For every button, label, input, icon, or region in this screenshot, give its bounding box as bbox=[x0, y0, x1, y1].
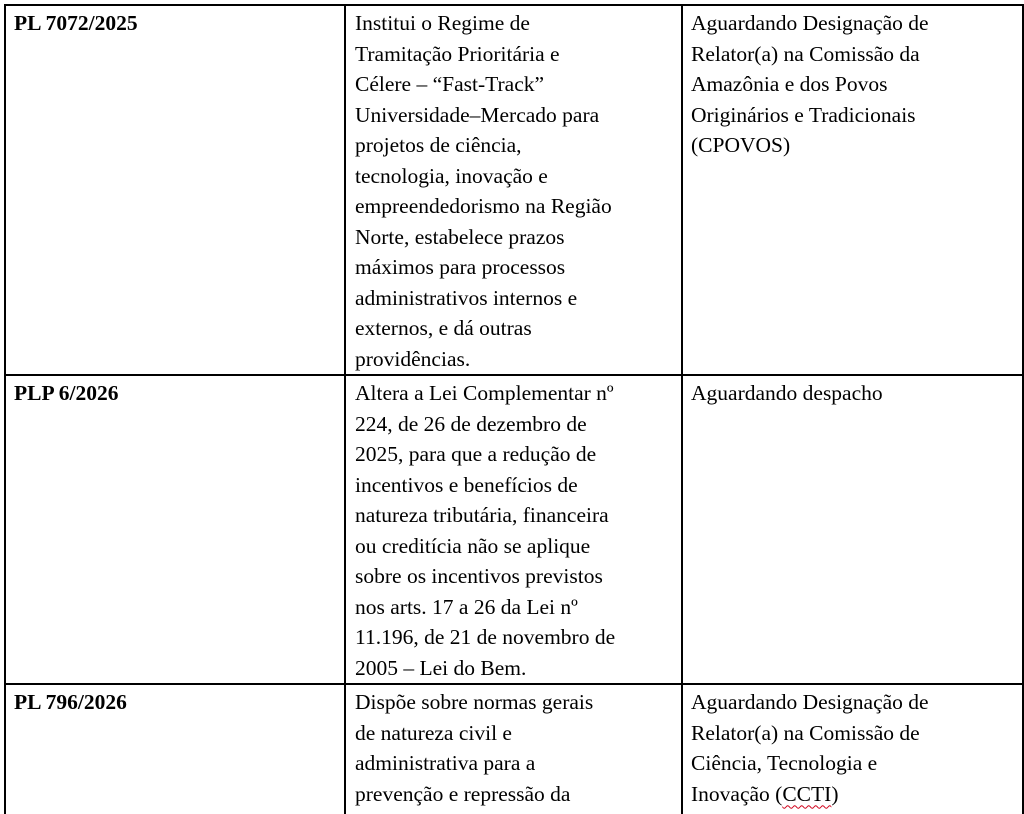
status-line: Originários e Tradicionais bbox=[691, 102, 916, 127]
description-line: máximos para processos bbox=[355, 255, 566, 279]
status-text: ) bbox=[831, 781, 839, 806]
status-line: Amazônia e dos Povos bbox=[691, 72, 888, 96]
description-line: Dispõe sobre normas gerais bbox=[355, 690, 594, 714]
description-line: natureza tributária, financeira bbox=[355, 503, 609, 527]
status-line: (CPOVOS) bbox=[691, 133, 791, 157]
bill-number: PL 7072/2025 bbox=[14, 11, 138, 35]
description-line: 11.196, de 21 de novembro de bbox=[355, 625, 616, 649]
bill-number: PLP 6/2026 bbox=[14, 381, 119, 405]
description-line: Universidade–Mercado para bbox=[355, 102, 600, 127]
description-line: Tramitação Prioritária e bbox=[355, 41, 560, 66]
bill-number-cell bbox=[5, 684, 345, 814]
description-line: ou creditícia não se aplique bbox=[355, 533, 591, 558]
status-line-last bbox=[691, 779, 1014, 810]
description-line: projetos de ciência, bbox=[355, 133, 522, 157]
bill-number-cell bbox=[5, 375, 345, 684]
description-line: administrativos internos e bbox=[355, 285, 578, 310]
bill-number: PL 796/2026 bbox=[14, 690, 127, 714]
status-line: Ciência, Tecnologia e bbox=[691, 751, 878, 775]
description-line: 2025, para que a redução de bbox=[355, 442, 597, 466]
bill-number-cell bbox=[5, 5, 345, 375]
status-line: Aguardando despacho bbox=[691, 381, 883, 405]
description-line: de natureza civil e bbox=[355, 720, 512, 745]
status-text: Inovação ( bbox=[691, 781, 783, 806]
description-line: empreendedorismo na Região bbox=[355, 194, 612, 218]
table-row bbox=[5, 5, 1023, 375]
description-line: 224, de 26 de dezembro de bbox=[355, 411, 587, 436]
description-line: providências. bbox=[355, 346, 471, 371]
description-line: Institui o Regime de bbox=[355, 11, 530, 35]
description-line: incentivos e benefícios de bbox=[355, 472, 578, 497]
description-line: externos, e dá outras bbox=[355, 316, 532, 340]
bill-status-cell bbox=[682, 375, 1023, 684]
description-line: Célere – “Fast-Track” bbox=[355, 72, 545, 96]
description-line: prevenção e repressão da bbox=[355, 781, 571, 806]
description-line: Norte, estabelece prazos bbox=[355, 224, 565, 249]
bill-status-cell bbox=[682, 5, 1023, 375]
bill-description-cell bbox=[345, 375, 682, 684]
status-line: Aguardando Designação de bbox=[691, 690, 929, 714]
table-row bbox=[5, 684, 1023, 814]
description-line: nos arts. 17 a 26 da Lei nº bbox=[355, 594, 578, 619]
description-line: Altera a Lei Complementar nº bbox=[355, 381, 614, 405]
status-line: Relator(a) na Comissão da bbox=[691, 41, 920, 66]
description-line: 2005 – Lei do Bem. bbox=[355, 655, 527, 680]
table-row bbox=[5, 375, 1023, 684]
bill-description-cell bbox=[345, 684, 682, 814]
description-line: tecnologia, inovação e bbox=[355, 163, 548, 188]
bill-description-cell bbox=[345, 5, 682, 375]
description-line: administrativa para a bbox=[355, 751, 536, 775]
description-line: sobre os incentivos previstos bbox=[355, 564, 603, 588]
spellcheck-marked-text: CCTI bbox=[782, 781, 832, 806]
bills-table bbox=[4, 4, 1024, 814]
bill-status-cell bbox=[682, 684, 1023, 814]
status-line: Relator(a) na Comissão de bbox=[691, 720, 920, 745]
status-line: Aguardando Designação de bbox=[691, 11, 929, 35]
